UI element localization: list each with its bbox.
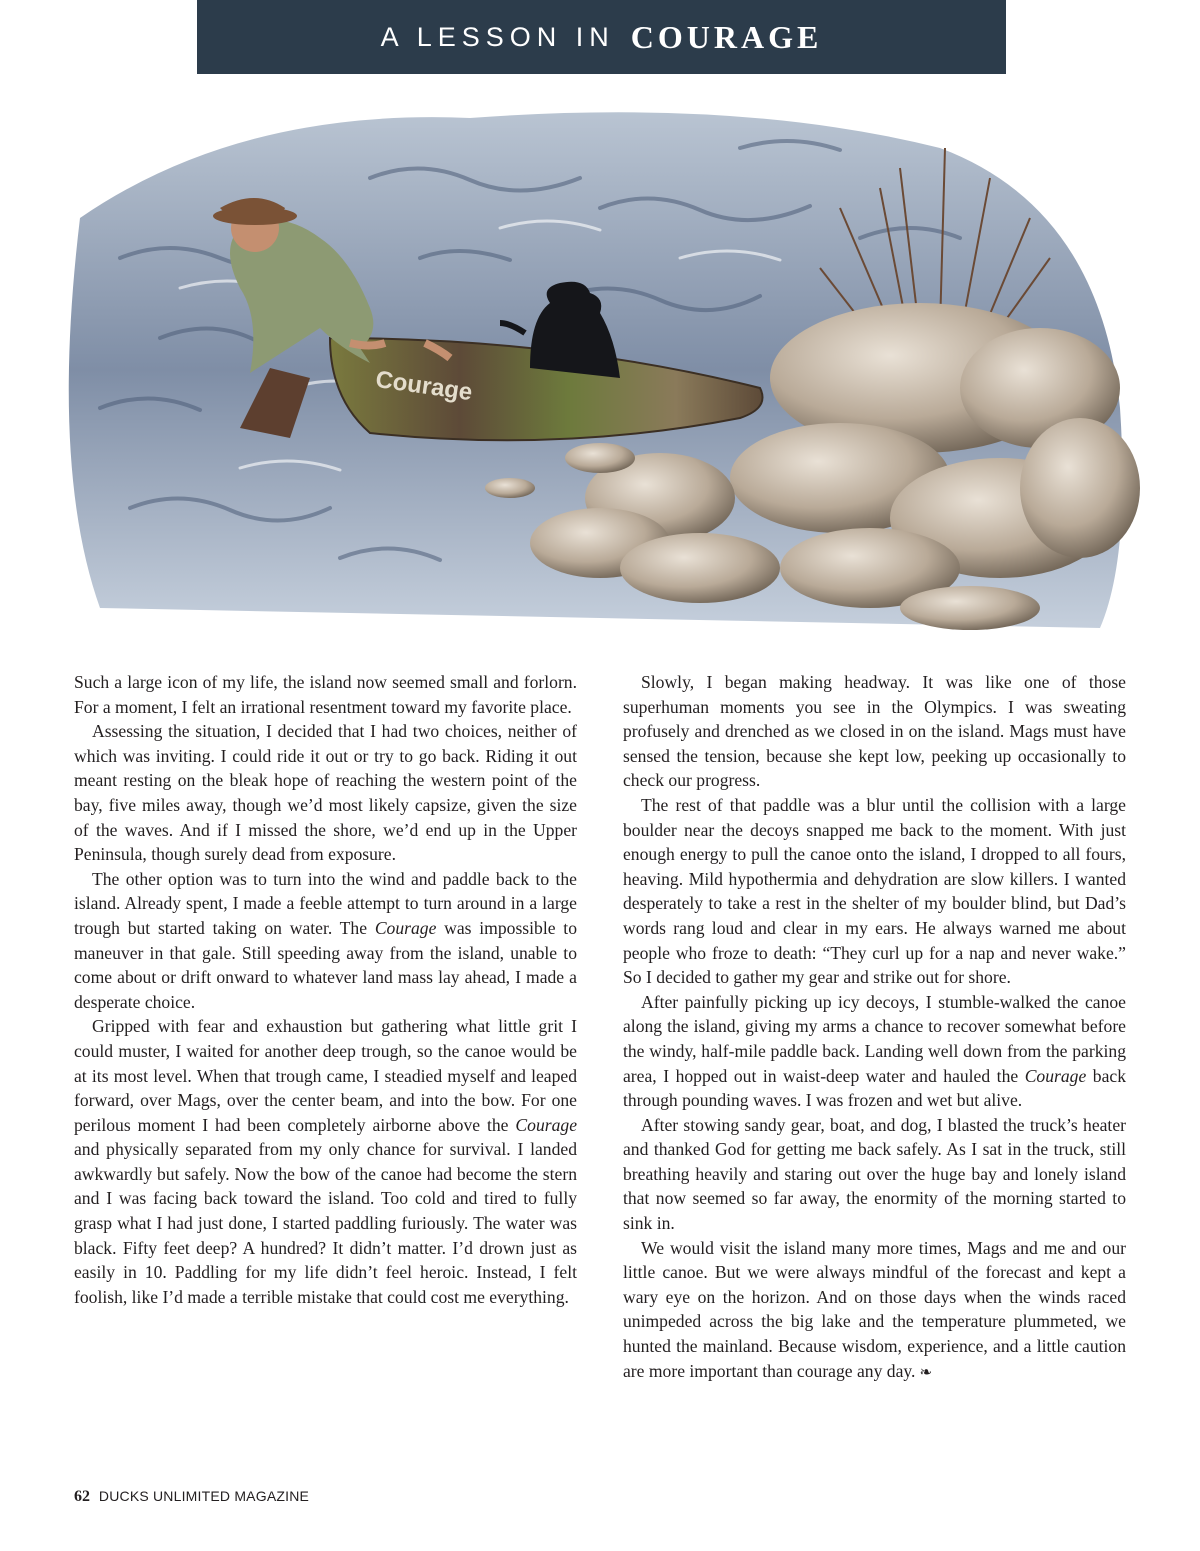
magazine-name: DUCKS UNLIMITED MAGAZINE — [98, 1488, 310, 1504]
paragraph: Assessing the situation, I decided that I had two choices, neither of which was inviting. I could ride it out or try to go back. Riding it out meant resting on the bleak hope of reaching the western point of the bay, five miles away, though we’d most likely capsize, given the size of the waves. And if I missed the shore, we’d end up in the Upper Peninsula, though surely dead from exposure. — [74, 721, 577, 865]
paragraph: After stowing sandy gear, boat, and dog, I blasted the truck’s heater and thanked God for getting me back safely. As I sat in the truck, still breathing heavily and staring out over the huge bay and lonely island that now seemed so far away, the enormity of the morning started to sink in. — [623, 1114, 1126, 1234]
banner-lead: A LESSON IN — [380, 21, 615, 52]
paragraph: The other option was to turn into the wind and paddle back to the island. Already spent, I made a feeble attempt to turn around in a large trough but started taking on water. The Courage was impossible to maneuver in that gale. Still speeding away from the island, unable to come about or drift onward to whatever land mass lay ahead, I made a desperate choice. — [74, 868, 577, 1012]
paragraph: The rest of that paddle was a blur until the collision with a large boulder near the decoys snapped me back to the moment. With just enough energy to pull the canoe onto the island, I dropped to all fours, heaving. Mild hypothermia and dehydration are slow killers. I wanted desperately to take a rest in the shelter of my boulder blind, but Dad’s words rang loud and clear in my ears. He always warned me about people who froze to death: “They curl up for a nap and never wake.” So I decided to gather my gear and strike out for shore. — [623, 794, 1126, 988]
canoe-name-text: Courage — [373, 365, 475, 407]
paragraph: After painfully picking up icy decoys, I stumble-walked the canoe along the island, giving my arms a chance to recover somewhat before the windy, half-mile paddle back. Landing well down from the parking area, I hopped out in waist-deep water and hauled the Courage back through pounding waves. I was frozen and wet but alive. — [623, 991, 1126, 1111]
final-text: We would visit the island many more times, Mags and me and our little canoe. But we were always mindful of the forecast and kept a wary eye on the horizon. And on those days when the winds raced unimpeded across the big lake and the temperature plummeted, we hunted the mainland. Because wisdom, experience, and a little caution are more important than courage any day. — [623, 1237, 1126, 1381]
paragraph-final — [623, 1236, 1126, 1385]
column-right — [623, 670, 1126, 1384]
article-banner — [197, 0, 1006, 74]
paragraph: Such a large icon of my life, the island now seemed small and forlorn. For a moment, I felt an irrational resentment toward my favorite place. — [74, 672, 577, 717]
du-end-mark-icon: ❧ — [919, 1362, 933, 1381]
page-footer — [74, 1488, 309, 1506]
page-number: 62 — [74, 1488, 90, 1505]
paragraph: Slowly, I began making headway. It was like one of those superhuman moments you see in the Olympics. I was sweating profusely and drenched as we closed in on the island. Mags must have sensed the tension, because she kept low, peeking up occasionally to check our progress. — [623, 672, 1126, 791]
paragraph: Gripped with fear and exhaustion but gathering what little grit I could muster, I waited for another deep trough, so the canoe would be at its most level. When that trough came, I steadied myself and leaped forward, over Mags, over the center beam, and into the bow. For one perilous moment I had been completely airborne above the Courage and physically separated from my only chance for survival. I landed awkwardly but safely. Now the bow of the canoe had become the stern and I was facing back toward the island. Too cold and tired to fully grasp what I had just done, I started paddling furiously. The water was black. Fifty feet deep? A hundred? It didn’t matter. I’d drown just as easily in 10. Paddling for my life didn’t feel heroic. Instead, I felt foolish, like I’d made a terrible mistake that could cost me everything. — [74, 1016, 577, 1307]
canoe-illustration — [40, 88, 1160, 668]
banner-title: COURAGE — [630, 18, 823, 55]
column-left — [74, 670, 577, 1309]
